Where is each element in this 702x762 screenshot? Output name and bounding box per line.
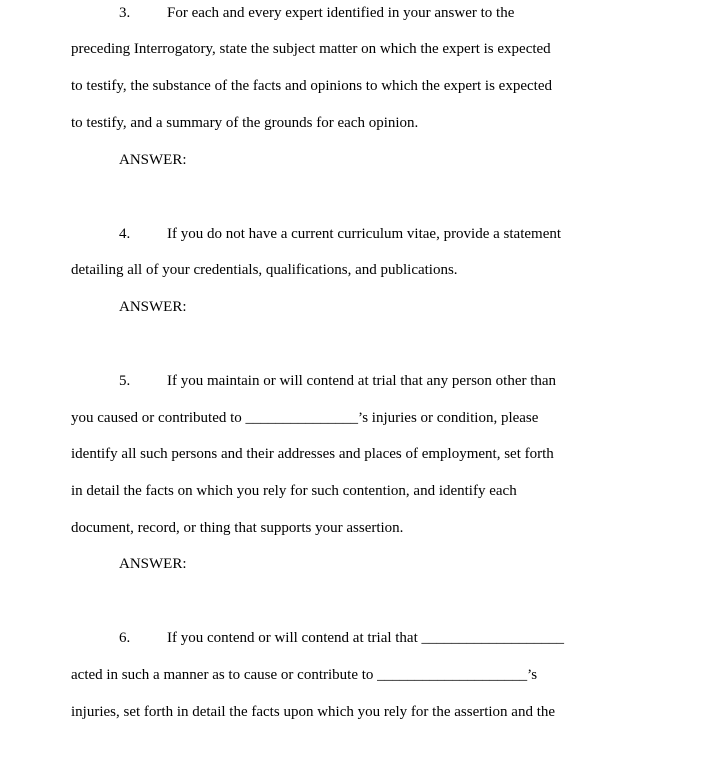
item-number: 3. — [119, 5, 131, 21]
item-text-line: you caused or contributed to _______________’s injuries or condition, please — [71, 410, 539, 426]
item-text-line: injuries, set forth in detail the facts upon which you rely for the assertion and the — [71, 704, 556, 720]
item-text-line: preceding Interrogatory, state the subject matter on which the expert is expected — [71, 41, 551, 57]
item-number: 4. — [119, 226, 131, 242]
answer-label: ANSWER: — [119, 299, 187, 315]
item-text-line: to testify, and a summary of the grounds for each opinion. — [71, 115, 419, 131]
item-text-line: If you maintain or will contend at trial that any person other than — [167, 373, 557, 389]
item-text-line: For each and every expert identified in your answer to the — [167, 5, 515, 21]
item-text-line: If you do not have a current curriculum vitae, provide a statement — [167, 226, 562, 242]
item-number: 5. — [119, 373, 131, 389]
item-text-line: detailing all of your credentials, qualifications, and publications. — [71, 262, 458, 278]
item-text-line: in detail the facts on which you rely for such contention, and identify each — [71, 483, 517, 499]
item-text-line: document, record, or thing that supports your assertion. — [71, 520, 404, 536]
answer-label: ANSWER: — [119, 152, 187, 168]
item-text-line: acted in such a manner as to cause or contribute to ____________________’s — [71, 667, 538, 683]
item-text-line: identify all such persons and their addresses and places of employment, set forth — [71, 446, 554, 462]
item-text-line: to testify, the substance of the facts and opinions to which the expert is expected — [71, 78, 552, 94]
item-text-line: If you contend or will contend at trial that ___________________ — [167, 630, 565, 646]
item-number: 6. — [119, 630, 131, 646]
answer-label: ANSWER: — [119, 556, 187, 572]
